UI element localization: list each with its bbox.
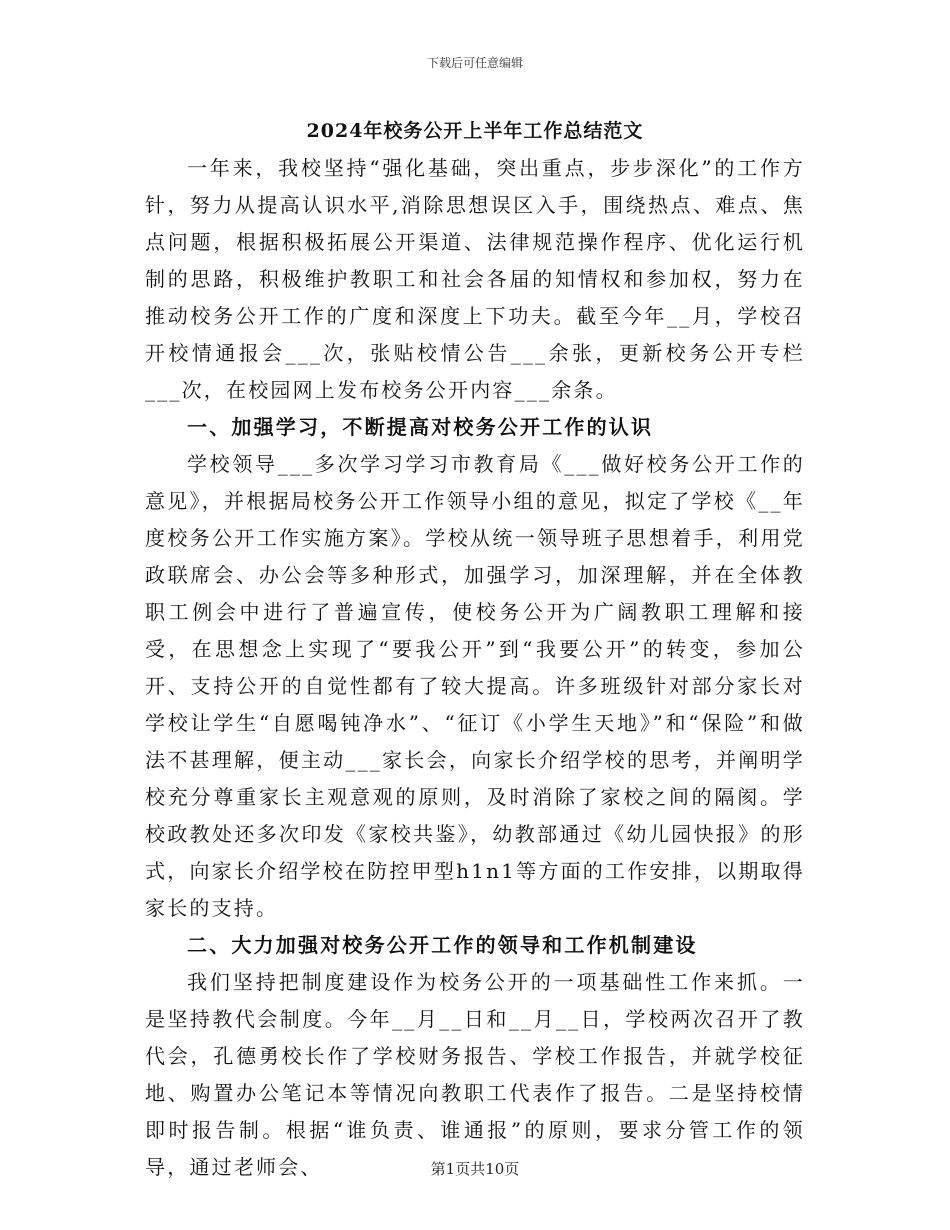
- document-body: [145, 150, 805, 1186]
- page-number-footer: 第1页共10页: [430, 1160, 520, 1178]
- section-2-paragraph: 我们坚持把制度建设作为校务公开的一项基础性工作来抓。一是坚持教代会制度。今年__月__日和__月__日，学校两次召开了教代会，孔德勇校长作了学校财务报告、学校工作报告，并就学校征地、购置办公笔记本等情况向教职工代表作了报告。二是坚持校情即时报告制。根据“谁负责、谁通报”的原则，要求分管工作的领导，通过老师会、: [145, 970, 805, 1179]
- header-note: 下载后可任意编辑: [426, 56, 523, 70]
- intro-paragraph: 一年来，我校坚持“强化基础，突出重点，步步深化”的工作方针，努力从提高认识水平,消除思想误区入手，围绕热点、难点、焦点问题，根据积极拓展公开渠道、法律规范操作程序、优化运行机制的思路，积极维护教职工和社会各届的知情权和参加权，努力在推动校务公开工作的广度和深度上下功夫。截至今年__月，学校召开校情通报会___次，张贴校情公告___余张，更新校务公开专栏___次，在校园网上发布校务公开内容___余条。: [145, 156, 805, 402]
- section-1-paragraph: 学校领导___多次学习学习市教育局《___做好校务公开工作的意见》，并根据局校务公开工作领导小组的意见，拟定了学校《__年度校务公开工作实施方案》。学校从统一领导班子思想着手，利用党政联席会、办公会等多种形式，加强学习，加深理解，并在全体教职工例会中进行了普遍宣传，使校务公开为广阔教职工理解和接受，在思想念上实现了“要我公开”到“我要公开”的转变，参加公开、支持公开的自觉性都有了较大提高。许多班级针对部分家长对学校让学生“自愿喝钝净水”、“征订《小学生天地》”和“保险”和做法不甚理解，便主动___家长会，向家长介绍学校的思考，并阐明学校充分尊重家长主观意观的原则，及时消除了家校之间的隔阂。学校政教处还多次印发《家校共鉴》，幼教部通过《幼儿园快报》的形式，向家长介绍学校在防控甲型h1n1等方面的工作安排，以期取得家长的支持。: [145, 452, 805, 920]
- section-heading-2: 二、大力加强对校务公开工作的领导和工作机制建设: [187, 933, 698, 957]
- section-heading-1: 一、加强学习，不断提高对校务公开工作的认识: [187, 415, 654, 439]
- document-title: 2024年校务公开上半年工作总结范文: [306, 120, 644, 142]
